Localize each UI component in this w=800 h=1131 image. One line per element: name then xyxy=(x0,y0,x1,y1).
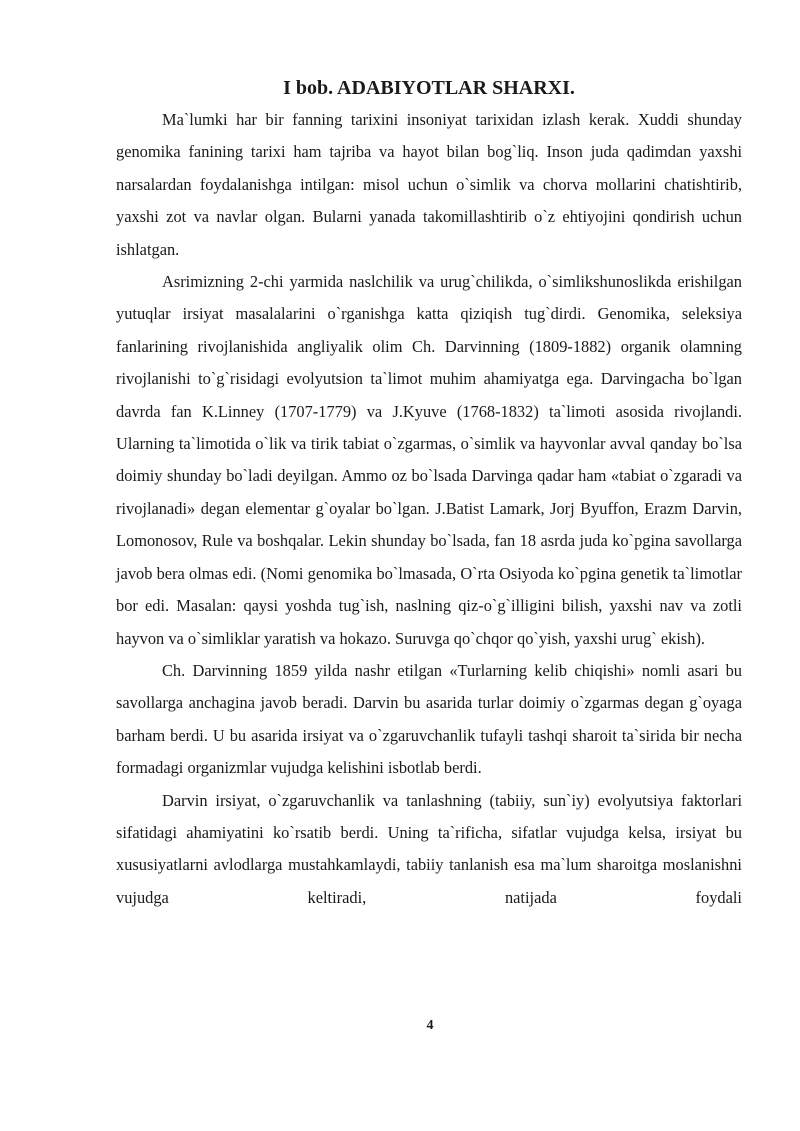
document-page xyxy=(116,72,742,914)
paragraph-3: Ch. Darvinning 1859 yilda nashr etilgan «Turlarning kelib chiqishi» nomli asari bu savollarga anchagina javob beradi. Darvin bu asarida turlar doimiy o`zgarmas degan g`oyaga barham berdi. U bu asarida irsiyat va o`zgaruvchanlik tufayli tashqi sharoit ta`sirida bir necha formadagi organizmlar vujudga kelishini isbotlab berdi. xyxy=(116,660,742,778)
paragraph-2: Asrimizning 2-chi yarmida naslchilik va urug`chilikda, o`simlikshunoslikda erishilgan yutuqlar irsiyat masalalarini o`rganishga katta qiziqish tug`dirdi. Genomika, seleksiya fanlarining rivojlanishida angliyalik olim Ch. Darvinning (1809-1882) organik olamning rivojlanishi to`g`risidagi evolyutsion ta`limot muhim ahamiyatga ega. Darvingacha bo`lgan davrda fan K.Linney (1707-1779) va J.Kyuve (1768-1832) ta`limoti asosida rivojlandi. Ularning ta`limotida o`lik va tirik tabiat o`zgarmas, o`simlik va hayvonlar avval qanday bo`lsa doimiy shunday bo`ladi deyilgan. Ammo oz bo`lsada Darvinga qadar ham «tabiat o`zgaradi va rivojlanadi» degan elementar g`oyalar bo`lgan. J.Batist Lamark, Jorj Byuffon, Erazm Darvin, Lomonosov, Rule va boshqalar. Lekin shunday bo`lsada, fan 18 asrda juda ko`pgina savollarga javob bera olmas edi. (Nomi genomika bo`lmasada, O`rta Osiyoda ko`pgina genetik ta`limotlar bor edi. Masalan: qaysi yoshda tug`ish, naslning qiz-o`g`illigini bilish, yaxshi nav va zotli hayvon va o`simliklar yaratish va hokazo. Suruvga qo`chqor qo`yish, yaxshi urug` ekish). xyxy=(116,272,742,648)
chapter-title: I bob. ADABIYOTLAR SHARXI. xyxy=(283,77,575,99)
page-number: 4 xyxy=(426,1018,434,1033)
paragraph-1: Ma`lumki har bir fanning tarixini insoniyat tarixidan izlash kerak. Xuddi shunday genomika fanining tarixi ham tajriba va hayot bilan bog`liq. Inson juda qadimdan yaxshi narsalardan foydalanishga intilgan: misol uchun o`simlik va chorva mollarini chatishtirib, yaxshi zot va navlar olgan. Bularni yanada takomillashtirib o`z ehtiyojini qondirish uchun ishlatgan. xyxy=(116,110,742,259)
paragraph-4: Darvin irsiyat, o`zgaruvchanlik va tanlashning (tabiiy, sun`iy) evolyutsiya faktorlari sifatidagi ahamiyatini ko`rsatib berdi. Uning ta`rificha, sifatlar vujudga kelsa, irsiyat bu xususiyatlarni avlodlarga mustahkamlaydi, tabiiy tanlanish esa ma`lum sharoitga moslanishni vujudga keltiradi, natijada foydali xyxy=(116,790,742,907)
